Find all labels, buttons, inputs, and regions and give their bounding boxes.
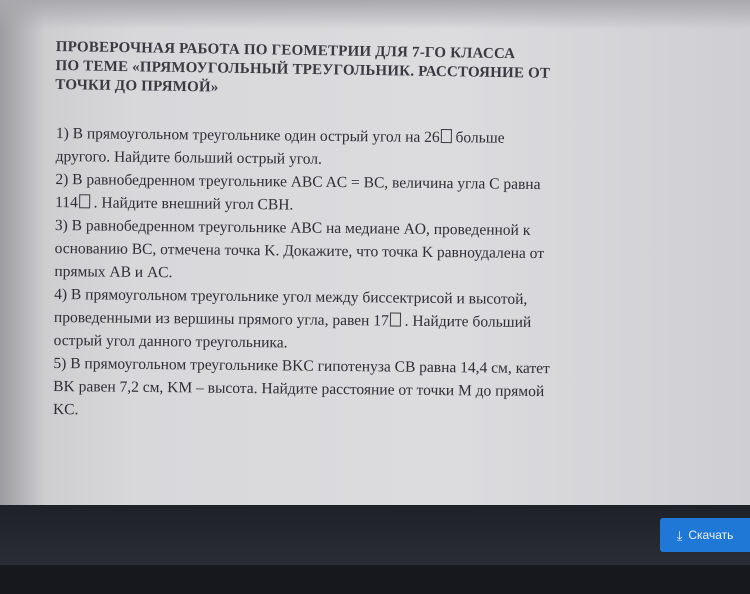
task-line: 2) В равнобедренном треугольнике ABC AC = BC, величина угла C равна [55, 170, 541, 194]
task-list [53, 122, 696, 428]
document-title [55, 38, 676, 105]
bottom-toolbar [0, 505, 750, 565]
title-line: ПО ТЕМЕ «ПРЯМОУГОЛЬНЫЙ ТРЕУГОЛЬНИК. РАССТОЯНИЕ ОТ [55, 57, 551, 82]
degree-placeholder-icon [79, 194, 90, 208]
download-button[interactable] [660, 518, 750, 552]
task-line: 4) В прямоугольном треугольнике угол между биссектрисой и высотой, [54, 285, 528, 308]
degree-placeholder-icon [390, 313, 401, 327]
task-line: BK равен 7,2 см, KM – высота. Найдите расстояние от точки M до прямой [53, 377, 545, 401]
task-line: 1) В прямоугольном треугольнике один острый угол на 26 больше [55, 124, 505, 147]
task-line: прямых AB и AC. [54, 262, 173, 282]
degree-placeholder-icon [441, 129, 452, 143]
task-line: KC. [52, 400, 79, 419]
task-line: основанию BC, отмечена точка K. Докажите, что точка K равноудалена от [54, 239, 545, 263]
task-line: острый угол данного треугольника. [53, 331, 288, 352]
task-line: 5) В прямоугольном треугольнике BKC гипотенуза CB равна 14,4 см, катет [53, 354, 550, 378]
screen-bottom-edge [0, 565, 750, 594]
download-icon: ⤓ [676, 527, 683, 543]
title-line: ТОЧКИ ДО ПРЯМОЙ» [55, 76, 219, 96]
task-line: 114 . Найдите внешний угол CBH. [55, 193, 294, 214]
task-line: проведенными из вершины прямого угла, равен 17 . Найдите больший [53, 308, 532, 331]
task-line: другого. Найдите больший острый угол. [55, 147, 322, 168]
task-line: 3) В равнобедренном треугольнике ABC на медиане AO, проведенной к [54, 216, 531, 239]
download-label: Скачать [688, 528, 734, 542]
title-line: ПРОВЕРОЧНАЯ РАБОТА ПО ГЕОМЕТРИИ ДЛЯ 7-ГО КЛАССА [55, 38, 516, 63]
